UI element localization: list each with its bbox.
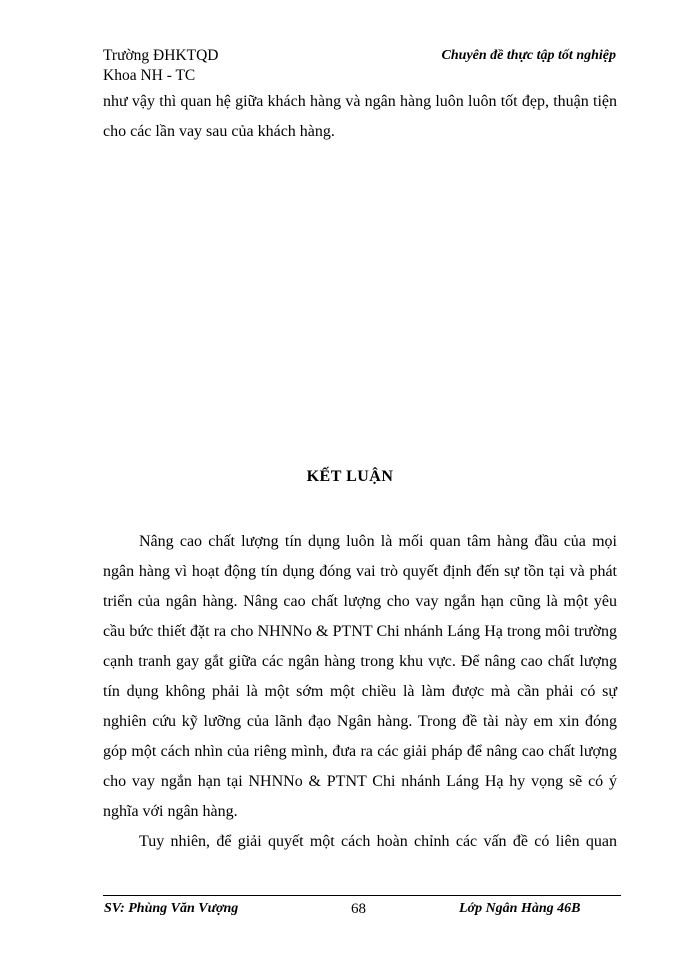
text-line: nghiên cứu kỹ lưỡng của lãnh đạo Ngân hàng. Trong đề tài này em xin đóng bbox=[103, 713, 617, 730]
text-line: triển của ngân hàng. Nâng cao chất lượng cho vay ngắn hạn cũng là một yêu bbox=[103, 593, 617, 610]
header-left bbox=[103, 46, 219, 86]
text-line: cho vay ngắn hạn tại NHNNo & PTNT Chi nhánh Láng Hạ hy vọng sẽ có ý bbox=[103, 773, 617, 790]
document-type: Chuyên đề thực tập tốt nghiệp bbox=[441, 48, 616, 63]
conclusion-paragraph-1 bbox=[103, 527, 617, 827]
text-line: như vậy thì quan hệ giữa khách hàng và ngân hàng luôn luôn tốt đẹp, thuận tiện bbox=[103, 93, 617, 110]
section-title: KẾT LUẬN bbox=[306, 468, 394, 485]
text-line: nghĩa với ngân hàng. bbox=[103, 803, 238, 820]
text-line: cạnh tranh gay gắt giữa các ngân hàng trong khu vực. Để nâng cao chất lượng bbox=[103, 653, 617, 670]
text-line: cho các lần vay sau của khách hàng. bbox=[103, 123, 335, 140]
school-name: Trường ĐHKTQD bbox=[103, 47, 219, 64]
text-line: cầu bức thiết đặt ra cho NHNNo & PTNT Chi nhánh Láng Hạ trong môi trường bbox=[103, 623, 617, 640]
text-line: Nâng cao chất lượng tín dụng luôn là mối quan tâm hàng đầu của mọi bbox=[139, 533, 617, 550]
intro-paragraph bbox=[103, 87, 617, 147]
text-line: góp một cách nhìn của riêng mình, đưa ra các giải pháp để nâng cao chất lượng bbox=[103, 743, 617, 760]
conclusion-paragraph-2 bbox=[103, 827, 617, 857]
text-line: Tuy nhiên, để giải quyết một cách hoàn chỉnh các vấn đề có liên quan bbox=[139, 833, 617, 850]
faculty-name: Khoa NH - TC bbox=[103, 67, 196, 84]
footer-divider bbox=[103, 895, 621, 896]
text-line: tín dụng không phải là một sớm một chiều là làm được mà cần phải có sự bbox=[103, 683, 617, 700]
class-name: Lớp Ngân Hàng 46B bbox=[459, 901, 581, 916]
page-number: 68 bbox=[351, 901, 366, 917]
text-line: ngân hàng vì hoạt động tín dụng đóng vai trò quyết định đến sự tồn tại và phát bbox=[103, 563, 617, 580]
student-name: SV: Phùng Văn Vượng bbox=[104, 901, 239, 916]
